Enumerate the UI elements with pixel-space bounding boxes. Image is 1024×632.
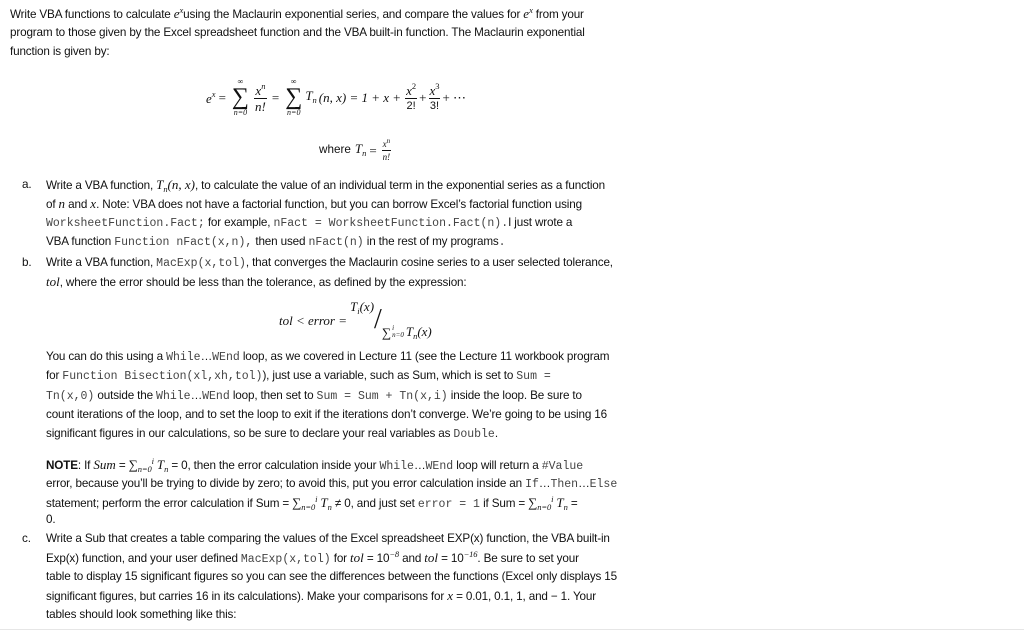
eq-lhs-sup: x (211, 88, 216, 99)
text-run: in the rest of my programs (363, 235, 499, 248)
subscript: n (164, 464, 169, 474)
eq-x2-num: x (406, 82, 412, 98)
superscript: x (529, 5, 533, 15)
text-run: table to display 15 significant figures so you can see the differences between the functions (Excel only displays 15 (46, 570, 618, 583)
text-run: , where the error should be less than the tolerance, as defined by the expression: (59, 276, 467, 289)
item-label: b. (22, 256, 32, 269)
where-T: T (354, 141, 363, 157)
where-T-group (355, 142, 366, 158)
eq-frac (254, 82, 267, 113)
item-line (46, 586, 596, 605)
tol-lhs: tol < error = (279, 312, 347, 328)
text-run: = 10 (363, 552, 390, 565)
text-run: You can do this using a (46, 350, 167, 363)
text-run: = (567, 497, 578, 510)
eq-x2-frac (405, 82, 417, 113)
text-run: … (413, 459, 426, 472)
eq-x3-den: 3! (429, 99, 440, 112)
eq-equals-2: = (271, 89, 280, 105)
subscript: n=0 (137, 464, 152, 474)
text-run: error, because you’ll be trying to divide by zero; to avoid this, put you error calculation inside an (46, 477, 526, 490)
code-run: Function Bisection(xl,xh,tol) (62, 370, 263, 383)
code-run: Then (550, 478, 579, 491)
where-label: where (319, 143, 351, 157)
text-run: . Note: VBA does not have a factorial function, but you can borrow Excel’s factorial function using (96, 198, 582, 211)
sum-symbol: ∑ (292, 495, 302, 510)
eq-x3-num-group (428, 82, 440, 98)
text-run: of (46, 198, 59, 211)
superscript: −8 (389, 549, 400, 559)
text-run: . (494, 427, 498, 440)
code-run: WEnd (425, 460, 454, 473)
text-run: loop, as we covered in Lecture 11 (see the Lecture 11 workbook program (239, 350, 610, 363)
text-run: for example, (204, 216, 274, 229)
eq-sum (232, 77, 249, 117)
intro-line (10, 4, 584, 23)
where-num: x (382, 139, 387, 149)
text-run: … (578, 477, 590, 490)
code-run: nFact(n) (308, 236, 364, 249)
code-run: While (166, 351, 201, 364)
text-run: . Be sure to set your (477, 552, 579, 565)
tol-T: T (405, 323, 414, 339)
text-run: 0. (46, 513, 56, 526)
code-run: Tn(x,0) (46, 390, 95, 403)
paragraph-line (46, 386, 582, 405)
eq-sum2-sign: ∑ (285, 84, 303, 110)
where-T-sub: n (362, 148, 367, 159)
item-line (46, 272, 467, 291)
sum-symbol: ∑ (528, 495, 538, 510)
code-run: MacExp(x,tol) (156, 257, 246, 270)
math-run: e (523, 6, 530, 21)
code-run: #Value (541, 460, 584, 473)
code-run: Sum = (516, 370, 551, 383)
code-run: Sum = Sum + Tn(x,i) (316, 390, 448, 403)
tol-num: T (349, 299, 358, 314)
text-run: VBA function (46, 235, 115, 248)
superscript: i (151, 456, 154, 466)
math-run: (n, x) (167, 177, 195, 192)
eq-plus: + (419, 89, 427, 105)
tolerance-equation (279, 300, 432, 340)
math-run: Sum (93, 457, 116, 472)
subscript: n=0 (537, 502, 552, 512)
text-run: ), just use a variable, such as Sum, which is set to (262, 369, 517, 382)
text-run: Write a Sub that creates a table comparing the values of the Excel spreadsheet EXP(x) function, the VBA built-in (46, 532, 610, 545)
text-run: = 0, then the error calculation inside your (168, 459, 380, 472)
eq-term-group (305, 89, 316, 105)
text-run: using the Maclaurin exponential series, and compare the values for (183, 8, 524, 21)
paragraph-line (46, 455, 583, 474)
paragraph-line (46, 347, 609, 366)
code-run: nFact = WorksheetFunction.Fact(n). (273, 217, 509, 230)
item-line (46, 529, 610, 548)
eq-lhs: e (206, 90, 212, 106)
tol-num-args: (x) (359, 299, 375, 314)
text-run: Write a VBA function, (46, 256, 157, 269)
eq-sum-upper: ∞ (237, 77, 244, 86)
text-run: loop, then set to (229, 389, 317, 402)
eq-sum-sign: ∑ (231, 84, 250, 110)
superscript: x (179, 5, 184, 15)
text-run: program to those given by the Excel spreadsheet function and the VBA built-in function. The Maclaurin exponential (10, 26, 585, 39)
eq-x3-sup: 3 (435, 80, 440, 91)
code-run: WorksheetFunction.Fact; (46, 217, 205, 230)
eq-frac-num-group (254, 82, 266, 98)
eq-sum2 (285, 77, 302, 117)
paragraph-line (46, 493, 578, 512)
eq-lhs-group (206, 90, 216, 105)
sum-symbol: ∑ (128, 457, 138, 472)
text-run: tables should look something like this: (46, 608, 237, 621)
item-line (46, 567, 617, 586)
item-line (46, 548, 579, 567)
text-run: Write a VBA function, (46, 179, 157, 192)
math-run: tol (350, 550, 364, 565)
maclaurin-equation (206, 74, 466, 120)
tol-sum: ∑ (381, 324, 392, 340)
code-run: Else (589, 478, 618, 491)
code-run: MacExp(x,tol) (240, 553, 331, 566)
tol-T-args: (x) (417, 323, 432, 339)
subscript: n (563, 502, 568, 512)
where-equation (319, 136, 393, 164)
text-run: : If (77, 459, 94, 472)
intro-line (10, 23, 585, 42)
item-label: c. (22, 532, 31, 545)
eq-frac-num: x (255, 82, 262, 98)
math-run: tol (424, 550, 438, 565)
math-run: T (156, 457, 165, 472)
text-run: = (115, 459, 129, 472)
eq-sum2-lower: n=0 (287, 108, 301, 117)
paragraph-line (46, 510, 55, 529)
item-line (46, 194, 582, 213)
code-run: error = 1 (417, 498, 480, 511)
item-line (46, 232, 506, 251)
eq-equals: = (218, 89, 226, 105)
text-run: inside the loop. Be sure to (447, 389, 582, 402)
text-run: statement; perform the error calculation if Sum = (46, 497, 293, 510)
math-run: tol (46, 274, 60, 289)
text-run: loop will return a (453, 459, 542, 472)
tol-sum-sup: i (392, 324, 395, 333)
where-frac (382, 138, 392, 162)
eq-tail: + ⋯ (442, 89, 467, 105)
tol-sum-limits (392, 325, 404, 339)
paragraph-line (46, 405, 607, 424)
item-line (46, 253, 613, 272)
paragraph-line (46, 366, 551, 385)
text-run: , to calculate the value of an individual term in the exponential series as a function (194, 179, 606, 192)
eq-term-args: (n, x) = 1 + x + (318, 89, 402, 105)
where-den: n! (382, 152, 391, 162)
subscript: n (327, 502, 332, 512)
tol-slash: / (374, 304, 382, 335)
eq-x3-frac (428, 82, 440, 113)
eq-frac-den: n! (255, 98, 266, 114)
tol-num-group (350, 300, 374, 316)
text-run: Exp(x) function, and your user defined (46, 552, 241, 565)
code-run: If (525, 478, 539, 491)
eq-x2-den: 2! (406, 99, 416, 112)
eq-x2-sup: 2 (411, 80, 417, 91)
text-run: from your (532, 8, 584, 21)
code-run: WEnd (212, 351, 240, 364)
paragraph-line (46, 474, 617, 493)
math-run: x (447, 588, 453, 603)
superscript: i (551, 494, 554, 504)
eq-term-sub: n (312, 95, 317, 106)
page-bottom-divider (0, 629, 1024, 630)
text-run: function is given by: (10, 45, 110, 58)
where-equals: = (369, 142, 377, 158)
text-run: significant figures, but carries 16 in its calculations). Make your comparisons for (46, 590, 448, 603)
math-run: T (156, 177, 164, 192)
math-run: T (556, 495, 564, 510)
text-run: and (399, 552, 425, 565)
intro-line (10, 42, 110, 61)
text-run: Write VBA functions to calculate (10, 8, 174, 21)
text-run: then used (252, 235, 309, 248)
math-run: x (90, 196, 97, 211)
text-run: , that converges the Maclaurin cosine series to a user selected tolerance, (245, 256, 613, 269)
eq-sum2-upper: ∞ (290, 77, 297, 86)
code-run: Function nFact(x,n), (114, 236, 253, 249)
code-run: . (498, 236, 506, 249)
math-run: e (173, 6, 180, 21)
subscript: n=0 (301, 502, 316, 512)
superscript: −16 (463, 549, 478, 559)
code-run: While (379, 460, 414, 473)
paragraph-line (46, 424, 498, 443)
item-line (46, 213, 572, 232)
text-run: = 10 (438, 552, 464, 565)
eq-x3-num: x (429, 82, 436, 98)
text-run: for (330, 552, 351, 565)
text-run: outside the (94, 389, 157, 402)
eq-sum-lower: n=0 (233, 108, 248, 117)
text-run: and (65, 198, 91, 211)
code-run: While (156, 390, 191, 403)
tol-T-sub: n (413, 330, 418, 341)
eq-frac-num-sup: n (261, 80, 266, 91)
text-run: I just wrote a (508, 216, 573, 229)
item-line (46, 605, 236, 624)
text-run: for (46, 369, 63, 382)
eq-term: T (305, 88, 313, 104)
where-num-group (382, 138, 392, 150)
text-run: … (538, 477, 551, 490)
text-run: significant figures in our calculations, so be sure to declare your real variables as (46, 427, 454, 440)
tol-den-group (382, 325, 432, 341)
eq-x2-num-group (405, 82, 417, 98)
subscript: n (163, 184, 168, 194)
text-run: … (200, 350, 213, 363)
bold-run: NOTE (46, 459, 78, 472)
text-run: count iterations of the loop, and to set the loop to exit if the iterations don’t converge. We’re going to be using 16 (46, 408, 607, 421)
math-run: n (58, 196, 66, 211)
math-run: T (320, 495, 328, 510)
tol-sum-sub: n=0 (392, 331, 404, 340)
tol-T-group (406, 325, 432, 341)
text-run: = 0.01, 0.1, 1, and − 1. Your (452, 590, 596, 603)
text-run: if Sum = (479, 497, 529, 510)
item-label: a. (22, 178, 32, 191)
item-line (46, 175, 605, 194)
tol-num-sub: i (357, 306, 360, 316)
superscript: i (315, 494, 318, 504)
code-run: Double (453, 428, 495, 441)
text-run: ≠ 0, and just set (331, 497, 418, 510)
code-run: WEnd (202, 390, 230, 403)
where-num-sup: n (386, 137, 391, 145)
text-run: … (190, 389, 203, 402)
